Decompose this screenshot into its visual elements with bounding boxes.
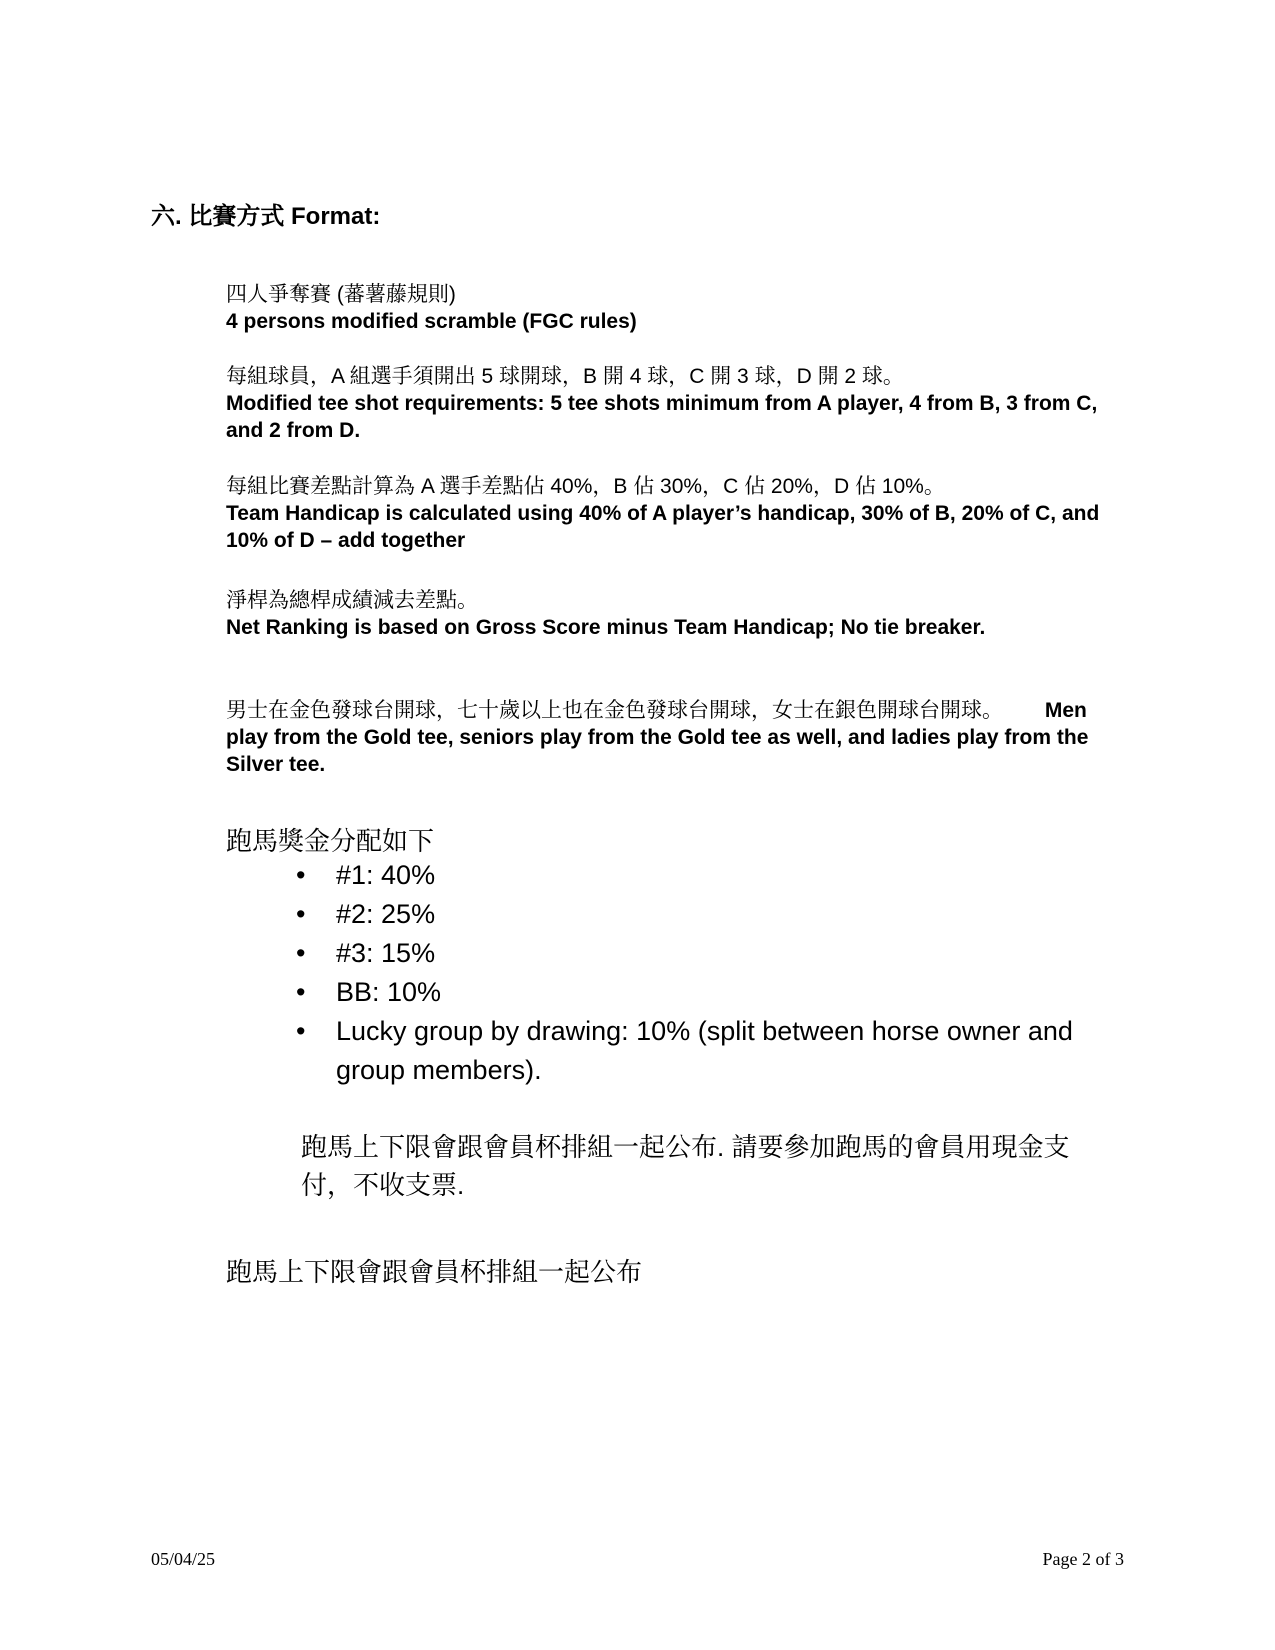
footer-date: 05/04/25 (151, 1549, 216, 1569)
prize-item-text: BB: 10% (336, 977, 442, 1007)
list-item (296, 1012, 1076, 1090)
prize-item-text: Lucky group by drawing: 10% (split between horse owner and group members). (336, 1016, 1073, 1085)
paragraph-en: Net Ranking is based on Gross Score minus Team Handicap; No tie breaker. (226, 616, 986, 639)
bullet-icon: • (296, 938, 306, 968)
list-item (296, 934, 1076, 973)
paragraph-en: Team Handicap is calculated using 40% of A player’s handicap, 30% of B, 20% of C, and 10% of D – add together (226, 502, 1100, 552)
paragraph-en: Men play from the Gold tee, seniors play from the Gold tee as well, and ladies play from the Silver tee. (226, 699, 1089, 776)
bullet-icon: • (296, 860, 306, 890)
prize-item-text: #1: 40% (336, 860, 436, 890)
format-paragraph-net-ranking (226, 587, 1126, 641)
paragraph-zh: 男士在金色發球台開球，七十歲以上也在金色發球台開球，女士在銀色開球台開球。 (226, 699, 1003, 722)
prize-note-repeat: 跑馬上下限會跟會員杯排組一起公布 (226, 1257, 643, 1287)
format-paragraph-tees (226, 697, 1126, 778)
prize-title: 跑馬獎金分配如下 (226, 826, 435, 856)
format-paragraph-tee-shots (226, 363, 1126, 444)
list-item (296, 895, 1076, 934)
bullet-icon: • (296, 899, 306, 929)
paragraph-en: 4 persons modified scramble (FGC rules) (226, 310, 637, 333)
bullet-icon: • (296, 1016, 306, 1046)
format-paragraph-handicap (226, 473, 1126, 554)
prize-item-text: #2: 25% (336, 899, 436, 929)
paragraph-zh: 每組球員，A 組選手須開出 5 球開球，B 開 4 球，C 開 3 球，D 開 2 球。 (226, 365, 904, 388)
prize-note: 跑馬上下限會跟會員杯排組一起公布. 請要參加跑馬的會員用現金支付，不收支票. (301, 1132, 1070, 1200)
prize-item-text: #3: 15% (336, 938, 436, 968)
paragraph-zh: 四人爭奪賽 (蕃薯藤規則) (226, 283, 456, 306)
bullet-icon: • (296, 977, 306, 1007)
paragraph-zh: 淨桿為總桿成績減去差點。 (226, 589, 478, 612)
list-item (296, 856, 1076, 895)
prize-list (296, 856, 1076, 1090)
list-item (296, 973, 1076, 1012)
section-heading: 六. 比賽方式 Format: (151, 203, 381, 230)
paragraph-en: Modified tee shot requirements: 5 tee shots minimum from A player, 4 from B, 3 from C, and 2 from D. (226, 392, 1098, 442)
paragraph-zh: 每組比賽差點計算為 A 選手差點佔 40%，B 佔 30%，C 佔 20%，D 佔 10%。 (226, 475, 945, 498)
footer-page-number: Page 2 of 3 (1042, 1549, 1124, 1569)
format-paragraph-scramble (226, 281, 1126, 335)
